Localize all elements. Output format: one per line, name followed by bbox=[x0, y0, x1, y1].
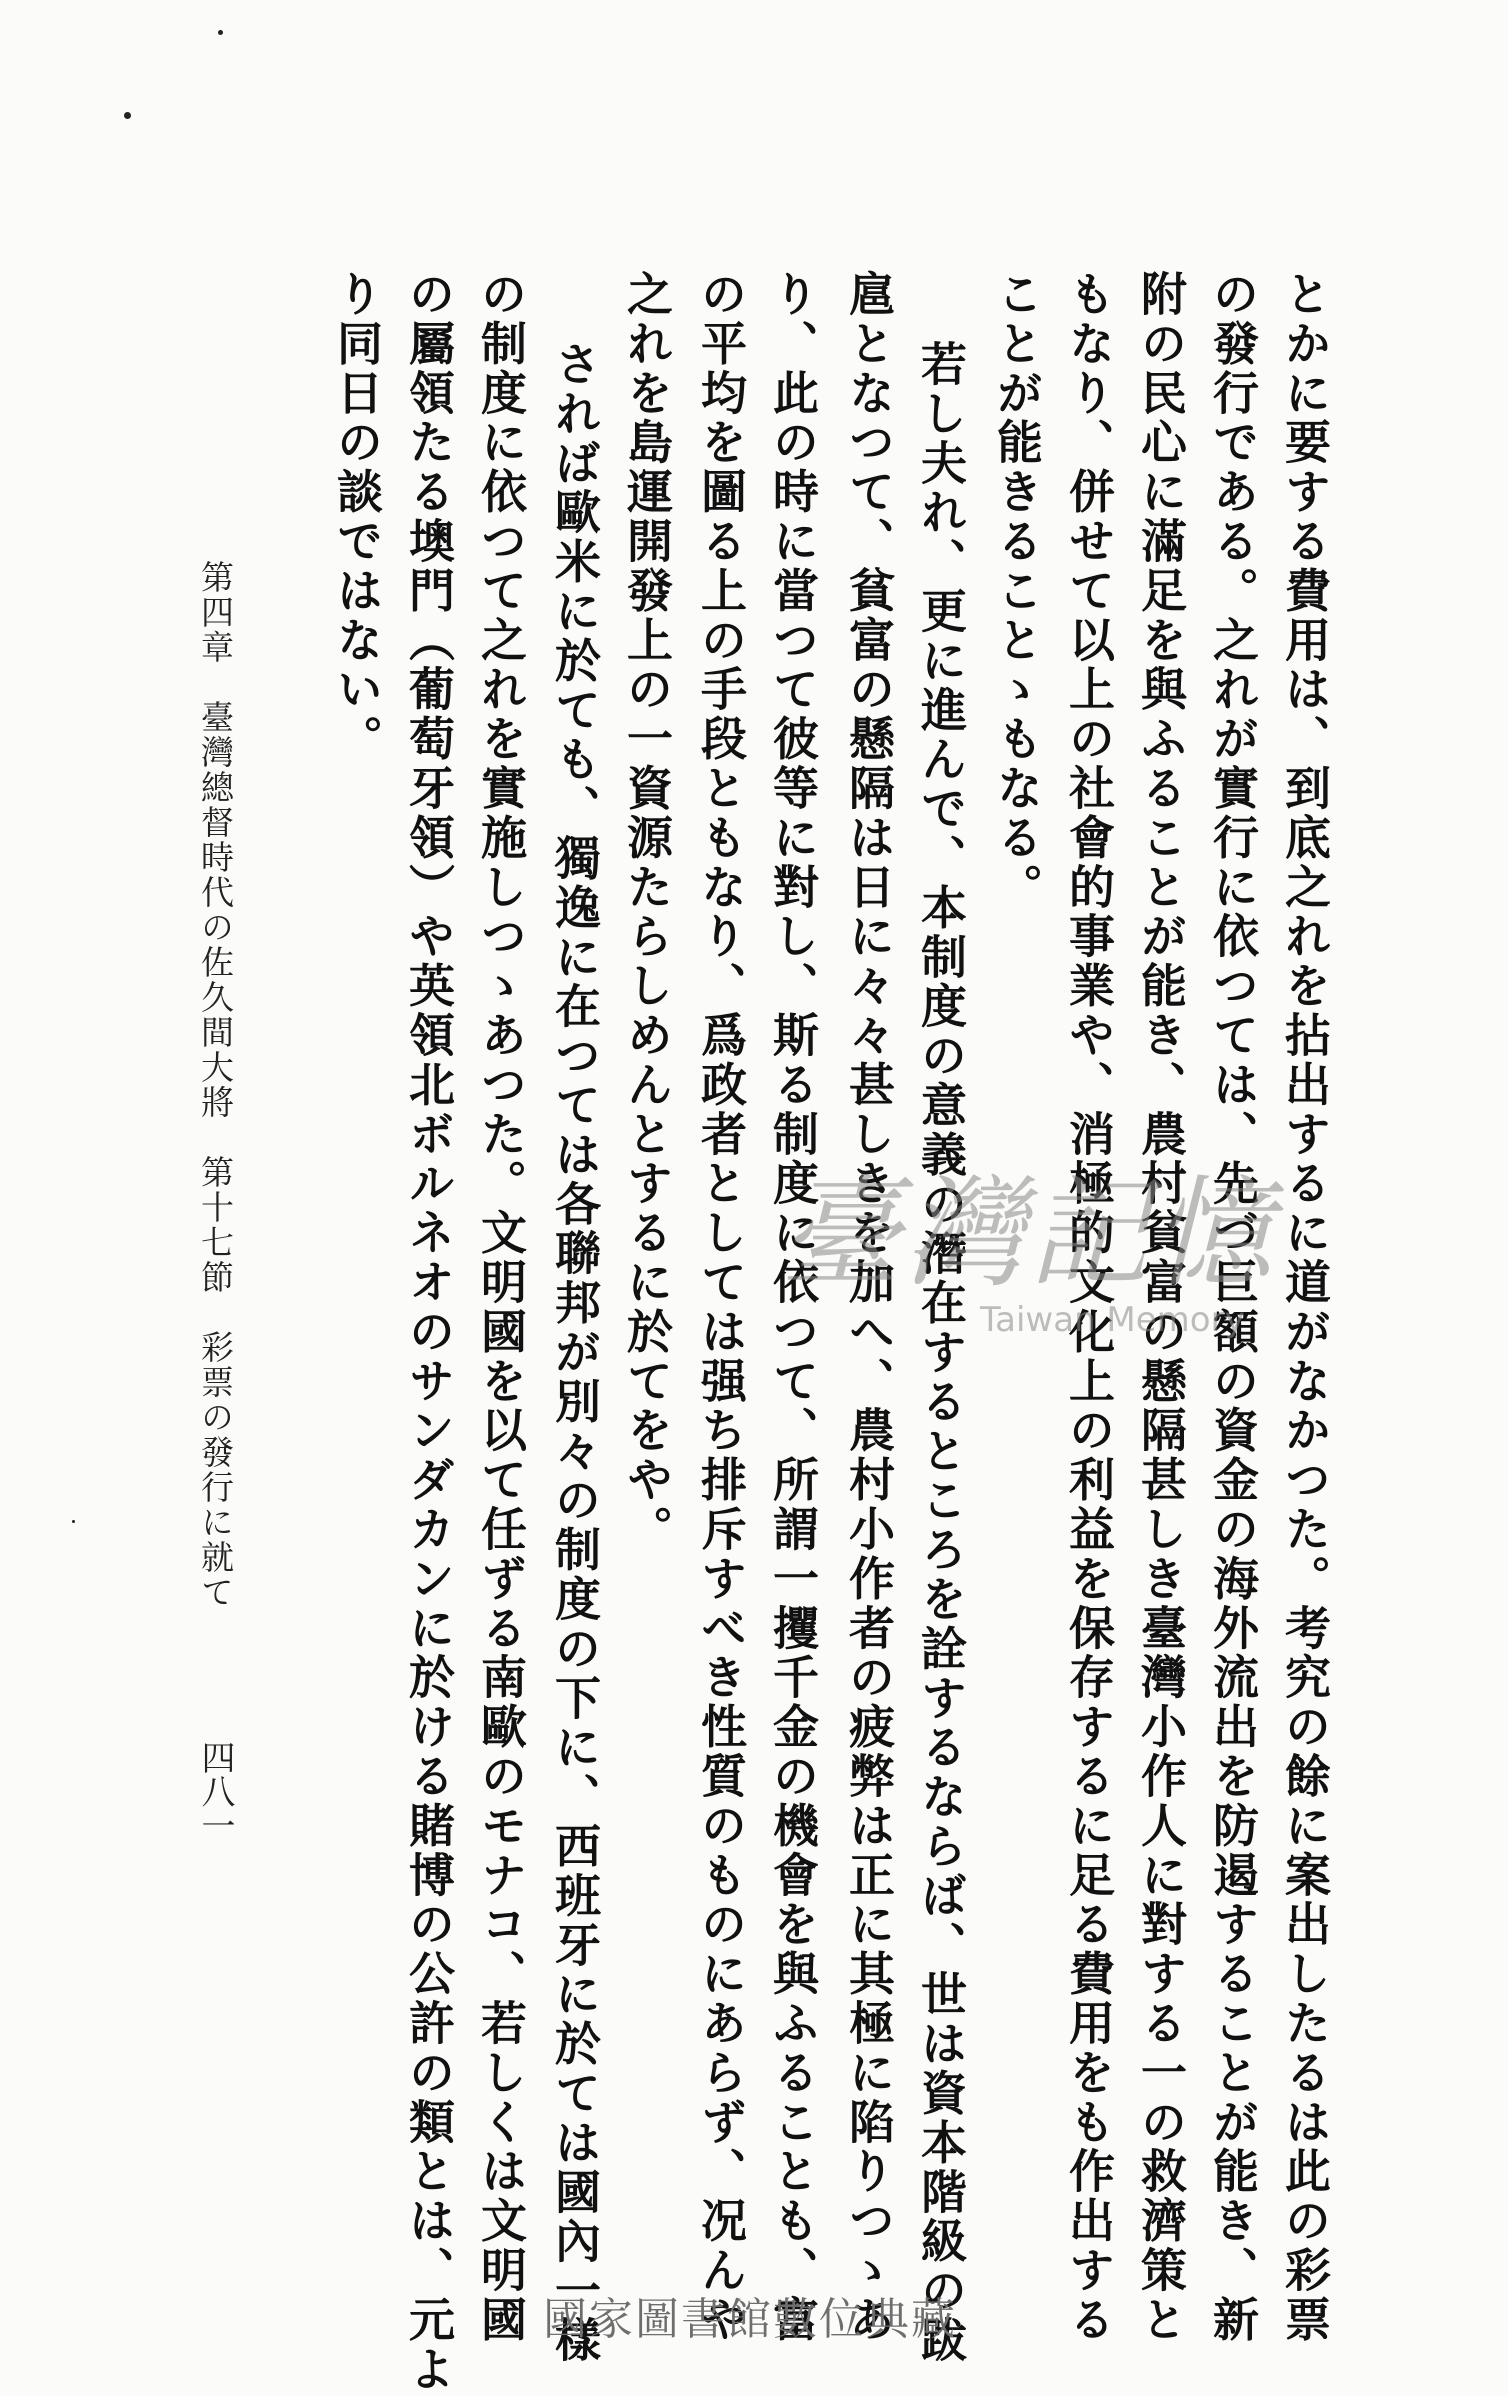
archive-banner: 國家圖書館數位典藏 bbox=[543, 2294, 957, 2345]
text-column-2: の發行である。之れが實行に依つては、先づ巨額の資金の海外流出を防遏することが能き、新 bbox=[1206, 270, 1260, 2345]
text-column-7: 扈となつて、貧富の懸隔は日に々々甚しきを加へ、農村小作者の疲弊は正に其極に陷りつゝあ bbox=[842, 270, 896, 2345]
watermark-subtitle: Taiwan Memory bbox=[980, 1300, 1245, 1340]
text-column-6: 若し夫れ、更に進んで、本制度の意義の潛在するところを詮するならば、世は資本階級の跋 bbox=[914, 340, 968, 2366]
text-column-3: 附の民心に滿足を與ふることが能き、農村貧富の懸隔甚しき臺灣小作人に對する一の救濟策と bbox=[1134, 270, 1188, 2345]
watermark-title: 臺灣記憶 bbox=[780, 1165, 1276, 1304]
text-column-11: されば歐米に於ても、獨逸に在つては各聯邦が別々の制度の下に、西班牙に於ては國內一樣 bbox=[548, 340, 602, 2366]
text-column-5: ことが能きることゝもなる。 bbox=[990, 270, 1044, 913]
text-column-12: の制度に依つて之れを實施しつゝあつた。文明國を以て任ずる南歐のモナコ、若しくは文明國 bbox=[474, 270, 528, 2345]
text-column-1: とかに要する費用は、到底之れを拈出するに道がなかつた。考究の餘に案出したるは此の彩票 bbox=[1278, 270, 1332, 2345]
text-column-9: の平均を圖る上の手段ともなり、爲政者としては强ち排斥すべき性質のものにあらず、况んや bbox=[694, 270, 748, 2345]
text-column-4: もなり、併せて以上の社會的事業や、消極的文化上の利益を保存するに足る費用をも作出する bbox=[1062, 270, 1116, 2345]
scan-speck bbox=[72, 1520, 75, 1523]
text-column-10: 之れを島運開發上の一資源たらしめんとするに於てをや。 bbox=[620, 270, 674, 1555]
text-column-14: り同日の談ではない。 bbox=[330, 270, 384, 764]
taiwan-memory-watermark bbox=[780, 1165, 1280, 1370]
scan-speck bbox=[124, 112, 131, 119]
page-number: 四八一 bbox=[195, 1740, 235, 1842]
text-column-13: の屬領たる墺門（葡萄牙領）や英領北ボルネオのサンダカンに於ける賭博の公許の類とは、元よ bbox=[402, 270, 456, 2395]
running-head: 第四章 臺灣總督時代の佐久間大將 第十七節 彩票の發行に就て bbox=[196, 560, 235, 1610]
text-column-8: り、此の時に當つて彼等に對し、斯る制度に依つて、所謂一攫千金の機會を與ふることも、富 bbox=[766, 270, 820, 2345]
scan-speck bbox=[218, 30, 223, 35]
